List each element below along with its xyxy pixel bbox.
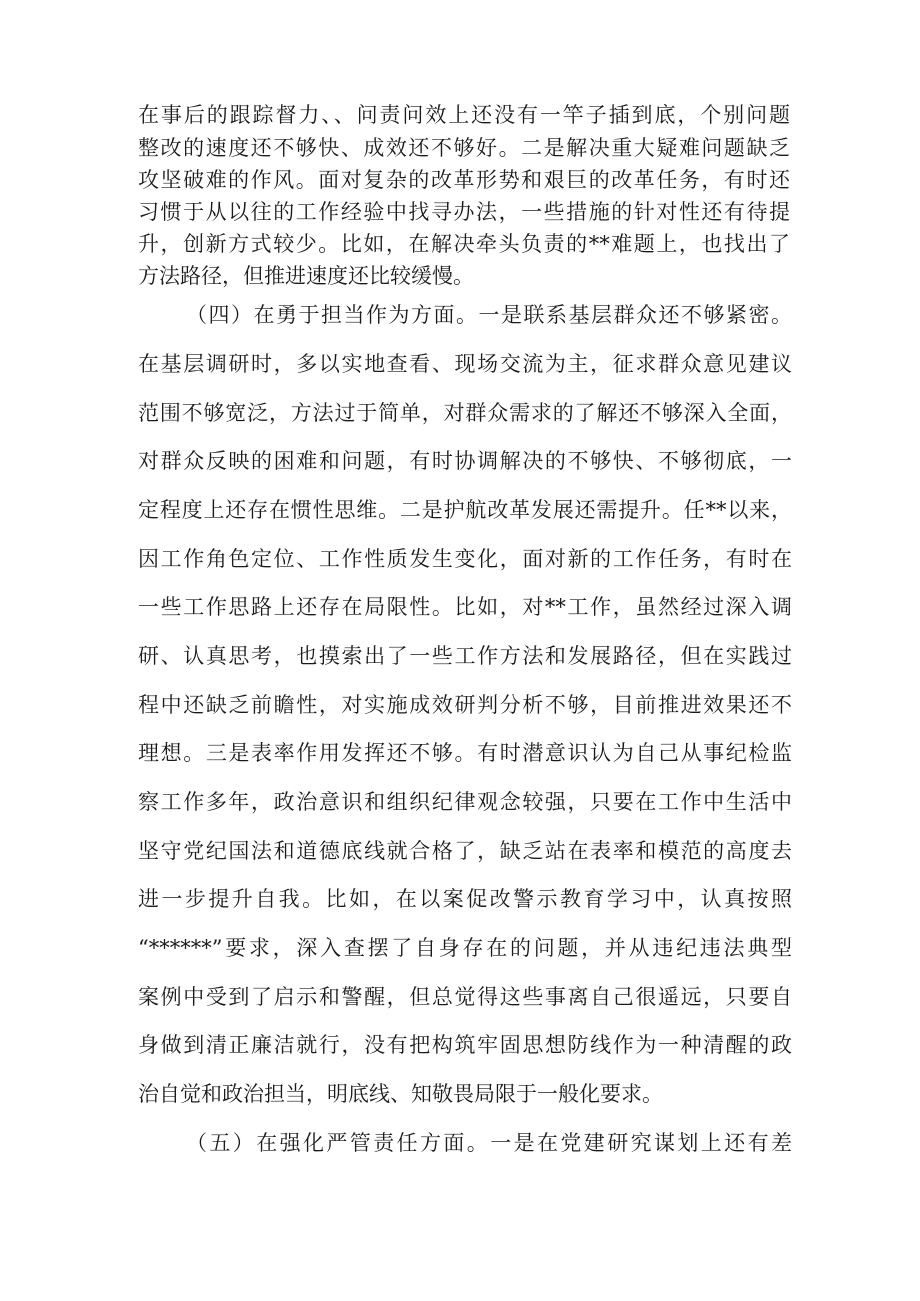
text-line: （四）在勇于担当作为方面。一是联系基层群众还不够紧密。	[186, 303, 792, 327]
text-line: 对群众反映的困难和问题，有时协调解决的不够快、不够彻底，一	[138, 449, 792, 473]
text-line: 升，创新方式较少。比如，在解决牵头负责的**难题上，也找出了	[138, 232, 790, 256]
text-line: 范围不够宽泛，方法过于简单，对群众需求的了解还不够深入全面，	[138, 401, 792, 425]
text-line: “******”要求，深入查摆了自身存在的问题，并从违纪违法典型	[138, 936, 792, 960]
text-line: 研、认真思考，也摸索出了一些工作方法和发展路径，但在实践过	[138, 644, 792, 668]
text-line: 方法路径，但推进速度还比较缓慢。	[138, 264, 474, 288]
text-line: （五）在强化严管责任方面。一是在党建研究谋划上还有差	[186, 1131, 792, 1155]
text-line: 习惯于从以往的工作经验中找寻办法，一些措施的针对性还有待提	[138, 200, 790, 224]
text-line: 在基层调研时，多以实地查看、现场交流为主，征求群众意见建议	[138, 352, 792, 376]
text-line: 因工作角色定位、工作性质发生变化，面对新的工作任务，有时在	[138, 547, 792, 571]
text-line: 察工作多年，政治意识和组织纪律观念较强，只要在工作中生活中	[138, 790, 792, 814]
text-line: 进一步提升自我。比如，在以案促改警示教育学习中，认真按照	[138, 887, 792, 911]
text-line: 案例中受到了启示和警醒，但总觉得这些事离自己很遥远，只要自	[138, 985, 792, 1009]
text-line: 坚守党纪国法和道德底线就合格了，缺乏站在表率和模范的高度去	[138, 839, 792, 863]
text-line: 治自觉和政治担当，明底线、知敬畏局限于一般化要求。	[138, 1082, 663, 1106]
text-line: 整改的速度还不够快、成效还不够好。二是解决重大疑难问题缺乏	[138, 136, 790, 160]
text-line: 理想。三是表率作用发挥还不够。有时潜意识认为自己从事纪检监	[138, 741, 792, 765]
text-line: 定程度上还存在惯性思维。二是护航改革发展还需提升。任**以来，	[138, 498, 792, 522]
text-line: 程中还缺乏前瞻性，对实施成效研判分析不够，目前推进效果还不	[138, 693, 792, 717]
text-line: 在事后的跟踪督力、、问责问效上还没有一竿子插到底，个别问题	[138, 103, 790, 127]
text-line: 身做到清正廉洁就行，没有把构筑牢固思想防线作为一种清醒的政	[138, 1033, 792, 1057]
text-line: 攻坚破难的作风。面对复杂的改革形势和艰巨的改革任务，有时还	[138, 168, 790, 192]
text-line: 一些工作思路上还存在局限性。比如，对**工作，虽然经过深入调	[138, 595, 792, 619]
